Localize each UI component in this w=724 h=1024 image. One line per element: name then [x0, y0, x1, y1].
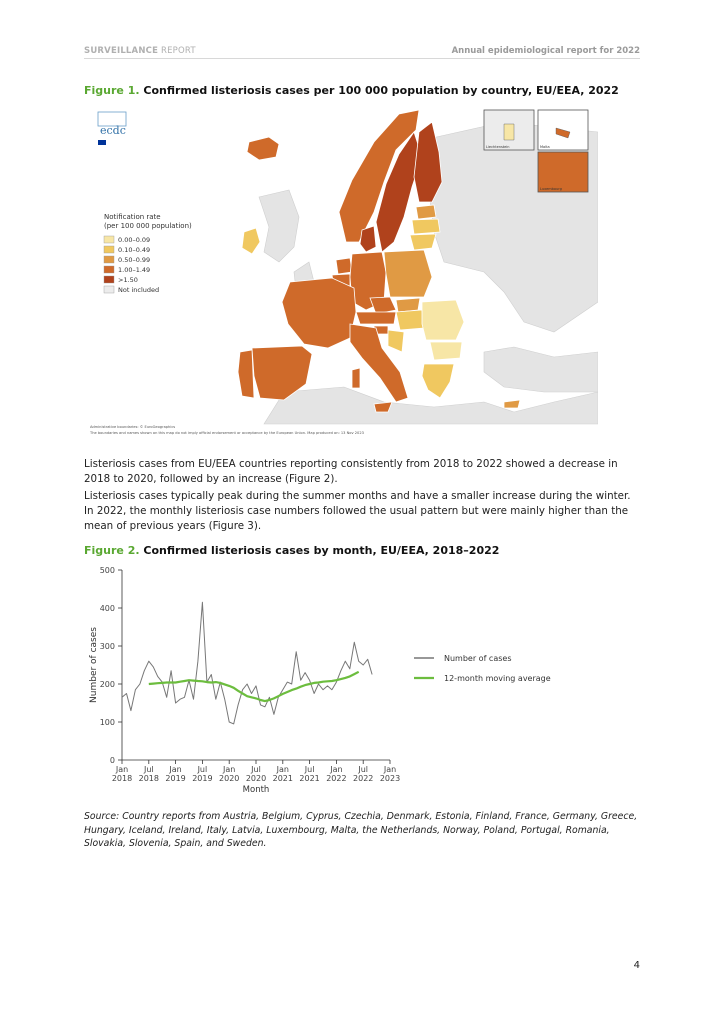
x-tick-label-month: Jan: [330, 765, 343, 774]
x-tick-label-month: Jul: [197, 765, 208, 774]
legend-label: >1.50: [118, 276, 138, 284]
figure2-title-text: Confirmed listeriosis cases by month, EU/EEA, 2018–2022: [143, 544, 500, 557]
map-footnote-1: Administrative boundaries: © EuroGeographics: [90, 425, 176, 429]
legend-swatch: [104, 286, 114, 293]
x-tick-label-year: 2021: [299, 774, 320, 783]
x-tick-label-year: 2021: [272, 774, 293, 783]
x-tick-label-month: Jan: [115, 765, 129, 774]
figure2-label: Figure 2.: [84, 544, 140, 557]
x-axis-title: Month: [242, 785, 270, 795]
x-tick-label-year: 2018: [138, 774, 159, 783]
legend-label: 0.00–0.09: [118, 236, 151, 244]
country-netherlands: [336, 258, 352, 274]
x-tick-label-month: Jan: [383, 765, 397, 774]
x-tick-label-year: 2020: [219, 774, 240, 783]
x-tick-label-year: 2023: [379, 774, 401, 783]
country-bulgaria: [430, 342, 462, 360]
x-tick-label-month: Jul: [358, 765, 369, 774]
country-latvia: [412, 219, 440, 234]
figure2-source-note: Source: Country reports from Austria, Belgium, Cyprus, Czechia, Denmark, Estonia, Finland, France, Germany, Greece, Hungary, Iceland, Ireland, Italy, Latvia, Luxembourg, Malta, the Netherlands, Norway, Poland, Portugal, Romania, Slovakia, Slovenia, Spain, and Sweden.: [84, 811, 638, 849]
country-austria: [356, 312, 396, 324]
x-tick-label-year: 2022: [353, 774, 374, 783]
figure1-title: [84, 84, 619, 97]
country-hungary: [396, 310, 424, 330]
y-tick-label: 200: [99, 680, 115, 689]
figure1-title-text: Confirmed listeriosis cases per 100 000 population by country, EU/EEA, 2022: [143, 84, 619, 97]
legend-label: 0.50–0.99: [118, 256, 151, 264]
figure2-title: [84, 544, 499, 557]
map-footnote-2: The boundaries and names shown on this map do not imply official endorsement or acceptance by the European Union. Map produced on: 13 Nov 2023: [90, 431, 364, 435]
country-romania: [422, 300, 464, 340]
x-tick-label-year: 2018: [111, 774, 133, 783]
x-tick-label-month: Jul: [143, 765, 154, 774]
report-series-label: SURVEILLANCE REPORT: [84, 46, 196, 56]
legend-title-line2: (per 100 000 population): [104, 222, 192, 230]
x-tick-label-month: Jan: [223, 765, 236, 774]
legend-label: 0.10–0.49: [118, 246, 151, 254]
paragraph-seasonality: Listeriosis cases typically peak during the summer months and have a smaller increase during the winter. In 2022, the monthly listeriosis case numbers followed the usual pattern but were mainly higher than the mean of previous years (Figure 3).: [84, 490, 631, 532]
legend-title-line1: Notification rate: [104, 213, 161, 221]
x-tick-label-year: 2020: [245, 774, 267, 783]
legend-swatch: [104, 236, 114, 243]
report-title-header: Annual epidemiological report for 2022: [451, 46, 640, 56]
country-slovakia: [396, 298, 420, 312]
country-estonia: [416, 205, 436, 219]
chart-legend-label: 12-month moving average: [444, 674, 551, 683]
legend-label: Not included: [118, 286, 160, 294]
x-tick-label-month: Jan: [169, 765, 182, 774]
legend-swatch: [104, 256, 114, 263]
paragraph-trend: Listeriosis cases from EU/EEA countries reporting consistently from 2018 to 2022 showed a decrease in 2018 to 2020, followed by an increase (Figure 2).: [84, 458, 618, 485]
y-axis-title: Number of cases: [89, 627, 99, 703]
country-poland: [384, 250, 432, 297]
inset-label-liechtenstein: Liechtenstein: [486, 145, 510, 149]
country-lithuania: [410, 234, 436, 250]
inset-label-malta: Malta: [540, 145, 550, 149]
y-tick-label: 100: [99, 718, 115, 727]
y-tick-label: 400: [99, 604, 115, 613]
y-tick-label: 0: [109, 756, 115, 765]
figure1-label: Figure 1.: [84, 84, 140, 97]
y-tick-label: 500: [99, 566, 115, 575]
x-tick-label-month: Jan: [276, 765, 289, 774]
chart-legend-label: Number of cases: [444, 654, 512, 663]
page-number: 4: [633, 960, 640, 971]
cases-by-month-line-chart: [84, 562, 560, 798]
legend-swatch: [104, 266, 114, 273]
x-tick-label-month: Jul: [251, 765, 261, 774]
europe-choropleth-map: [84, 102, 598, 438]
header-divider: [84, 58, 640, 59]
legend-swatch: [104, 246, 114, 253]
country-sardinia: [352, 368, 360, 388]
x-tick-label-year: 2019: [192, 774, 213, 783]
x-tick-label-year: 2022: [326, 774, 347, 783]
legend-swatch: [104, 276, 114, 283]
inset-label-luxembourg: Luxembourg: [540, 187, 562, 191]
series-line-number-of-cases: [122, 602, 372, 724]
y-tick-label: 300: [99, 642, 115, 651]
svg-text:ecdc: ecdc: [100, 124, 126, 137]
x-tick-label-month: Jul: [304, 765, 315, 774]
inset-luxembourg: [538, 152, 588, 192]
legend-label: 1.00–1.49: [118, 266, 151, 274]
x-tick-label-year: 2019: [165, 774, 186, 783]
